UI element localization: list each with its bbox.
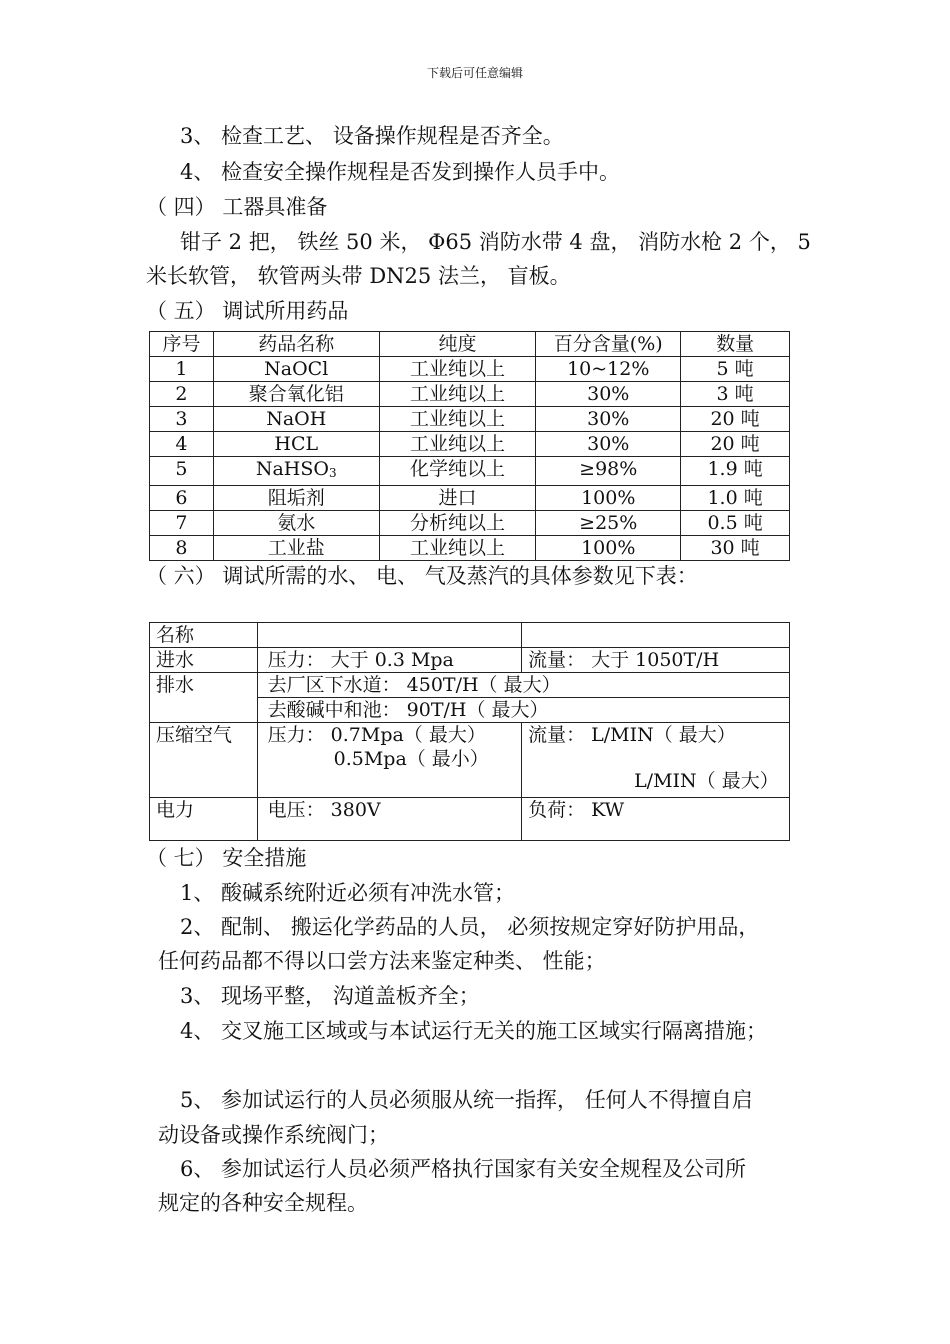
cell-purity: 化学纯以上: [379, 457, 536, 486]
section-7-title: （ 七） 安全措施: [146, 846, 307, 870]
cell-name: NaHSO$_3$: [213, 457, 379, 486]
safety-item-2: 2、 配制、 搬运化学药品的人员， 必须按规定穿好防护用品，: [180, 915, 760, 939]
cell-power-label: 电力: [150, 798, 258, 841]
cell-quantity: 20 吨: [681, 432, 790, 457]
cell-air-pressure: [257, 723, 521, 798]
cell-drain-2: 去酸碱中和池： 90T/H（ 最大）: [257, 698, 789, 723]
table-row: [150, 357, 790, 382]
cell-quantity: 1.0 吨: [681, 486, 790, 511]
table-row: [150, 486, 790, 511]
table-row: [150, 382, 790, 407]
cell-index: 5: [150, 457, 214, 486]
cell-content: 100%: [536, 536, 681, 561]
cell-index: 2: [150, 382, 214, 407]
safety-item-2-cont: 任何药品都不得以口尝方法来鉴定种类、 性能；: [158, 949, 606, 973]
cell-quantity: 3 吨: [681, 382, 790, 407]
utilities-table: [149, 622, 790, 841]
safety-item-5-cont: 动设备或操作系统阀门；: [158, 1123, 389, 1147]
section-6-title: （ 六） 调试所需的水、 电、 气及蒸汽的具体参数见下表：: [146, 564, 698, 588]
table-row: [150, 457, 790, 486]
cell-name: 氨水: [213, 511, 379, 536]
cell-inlet-label: 进水: [150, 648, 258, 673]
chemicals-table: [149, 331, 790, 561]
cell-air-flow: [522, 723, 790, 798]
cell-purity: 进口: [379, 486, 536, 511]
table-row: [150, 648, 790, 673]
cell-index: 6: [150, 486, 214, 511]
col-header-content: 百分含量(%): [536, 332, 681, 357]
section-5-title: （ 五） 调试所用药品: [146, 299, 349, 323]
table-row: [150, 623, 790, 648]
air-flow-1: 流量： L/MIN（ 最大）: [528, 724, 736, 746]
table-row: [150, 407, 790, 432]
cell-content: 10~12%: [536, 357, 681, 382]
cell-name: HCL: [213, 432, 379, 457]
cell-purity: 工业纯以上: [379, 357, 536, 382]
cell-power-voltage: 电压： 380V: [257, 798, 521, 841]
cell-inlet-flow: 流量： 大于 1050T/H: [522, 648, 790, 673]
cell-air-label: 压缩空气: [150, 723, 258, 798]
cell-purity: 分析纯以上: [379, 511, 536, 536]
page-header: 下载后可任意编辑: [426, 66, 523, 80]
cell-quantity: 1.9 吨: [681, 457, 790, 486]
safety-item-6-cont: 规定的各种安全规程。: [158, 1191, 368, 1215]
cell-index: 4: [150, 432, 214, 457]
table-row: [150, 432, 790, 457]
cell-name-header: 名称: [150, 623, 258, 648]
cell-content: 30%: [536, 432, 681, 457]
cell-content: ≥25%: [536, 511, 681, 536]
cell-content: 30%: [536, 382, 681, 407]
cell-name: 工业盐: [213, 536, 379, 561]
item-3: 3、 检查工艺、 设备操作规程是否齐全。: [180, 124, 564, 148]
safety-item-1: 1、 酸碱系统附近必须有冲洗水管；: [180, 881, 516, 905]
col-header-purity: 纯度: [379, 332, 536, 357]
cell-index: 3: [150, 407, 214, 432]
air-pressure-min: 0.5Mpa（ 最小）: [333, 748, 489, 770]
table-row: [150, 723, 790, 798]
cell-name: 阻垢剂: [213, 486, 379, 511]
cell-inlet-pressure: 压力： 大于 0.3 Mpa: [257, 648, 521, 673]
col-header-index: 序号: [150, 332, 214, 357]
item-4: 4、 检查安全操作规程是否发到操作人员手中。: [180, 160, 621, 184]
table-row: [150, 798, 790, 841]
cell-content: 100%: [536, 486, 681, 511]
safety-item-5: 5、 参加试运行的人员必须服从统一指挥， 任何人不得擅自启: [180, 1088, 753, 1112]
cell-name: NaOCl: [213, 357, 379, 382]
table-row: [150, 536, 790, 561]
table-row: [150, 511, 790, 536]
cell-quantity: 30 吨: [681, 536, 790, 561]
cell-content: 30%: [536, 407, 681, 432]
cell-index: 7: [150, 511, 214, 536]
cell-purity: 工业纯以上: [379, 382, 536, 407]
tools-line-1: 钳子 2 把， 铁丝 50 米， Φ65 消防水带 4 盘， 消防水枪 2 个， 5: [180, 230, 811, 254]
air-pressure-max: 压力： 0.7Mpa（ 最大）: [267, 724, 486, 746]
safety-item-4: 4、 交叉施工区域或与本试运行无关的施工区域实行隔离措施；: [180, 1019, 768, 1043]
cell-purity: 工业纯以上: [379, 536, 536, 561]
cell-power-load: 负荷： KW: [522, 798, 790, 841]
cell-drain-label: 排水: [150, 673, 258, 723]
cell-name: NaOH: [213, 407, 379, 432]
cell-quantity: 5 吨: [681, 357, 790, 382]
cell-index: 1: [150, 357, 214, 382]
col-header-quantity: 数量: [681, 332, 790, 357]
cell-purity: 工业纯以上: [379, 432, 536, 457]
cell-index: 8: [150, 536, 214, 561]
safety-item-6: 6、 参加试运行人员必须严格执行国家有关安全规程及公司所: [180, 1157, 747, 1181]
cell-content: ≥98%: [536, 457, 681, 486]
table-row: [150, 673, 790, 698]
air-flow-2: L/MIN（ 最大）: [634, 770, 779, 792]
tools-line-2: 米长软管， 软管两头带 DN25 法兰， 盲板。: [146, 264, 571, 288]
section-4-title: （ 四） 工器具准备: [146, 195, 328, 219]
cell-drain-1: 去厂区下水道： 450T/H（ 最大）: [257, 673, 789, 698]
col-header-name: 药品名称: [213, 332, 379, 357]
table-header-row: [150, 332, 790, 357]
safety-item-3: 3、 现场平整， 沟道盖板齐全；: [180, 984, 480, 1008]
cell-empty: [257, 623, 521, 648]
cell-purity: 工业纯以上: [379, 407, 536, 432]
cell-empty: [522, 623, 790, 648]
cell-quantity: 0.5 吨: [681, 511, 790, 536]
cell-quantity: 20 吨: [681, 407, 790, 432]
cell-name: 聚合氧化铝: [213, 382, 379, 407]
